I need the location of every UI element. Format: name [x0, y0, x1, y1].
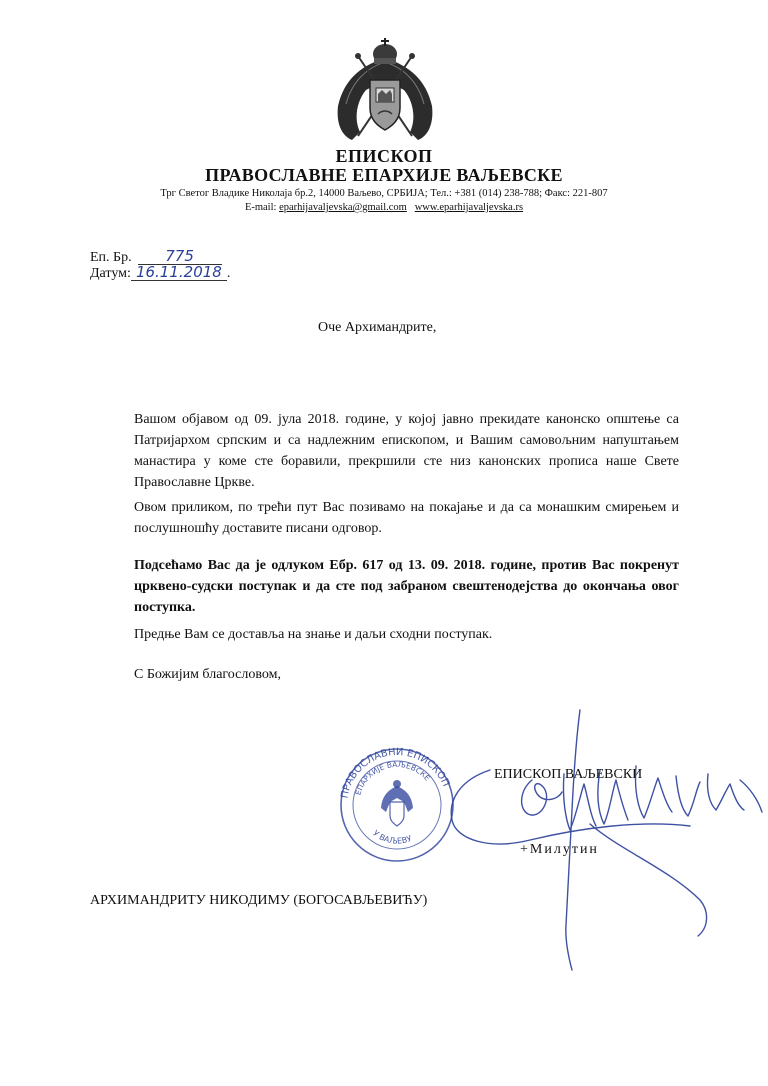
stamp-outer-text: ПРАВОСЛАВНИ ЕПИСКОП: [339, 746, 452, 800]
addressee: АРХИМАНДРИТУ НИКОДИМУ (БОГОСАВЉЕВИЋУ): [90, 893, 428, 908]
handwritten-signature-icon: [440, 700, 768, 980]
body-paragraph-1: [134, 409, 679, 493]
body-paragraph-2: [134, 497, 679, 539]
reference-date-value: 16.11.2018: [131, 265, 227, 281]
letterhead-contact: [0, 202, 768, 213]
body-paragraph-3: [134, 555, 679, 618]
letterhead-address: Трг Светог Владике Николаја бр.2, 14000 Ваљево, СРБИЈА; Тел.: +381 (014) 238-788; Факс: 221-807: [160, 188, 608, 199]
coat-of-arms-icon: [330, 36, 440, 148]
signature-name: +Милутин: [520, 842, 599, 857]
reference-date-line: [90, 265, 230, 282]
stamp-inner-text: ЕПАРХИЈЕ ВАЉЕВСКЕ: [353, 759, 432, 797]
letterhead-subtitle: ПРАВОСЛАВНЕ ЕПАРХИЈЕ ВАЉЕВСКЕ: [205, 165, 563, 185]
email-link[interactable]: eparhijavaljevska@gmail.com: [279, 202, 407, 213]
email-label: E-mail:: [244, 202, 277, 213]
stamp-bottom-text: У ВАЉЕВУ: [371, 828, 414, 846]
paragraph-2-text: Овом приликом, по трећи пут Вас позивамо на покајање и да са монашким смирењем и послушношћу доставите писани одговор.: [134, 500, 679, 536]
website-link[interactable]: www.eparhijavaljevska.rs: [414, 202, 524, 213]
reference-date-label: Датум:: [90, 266, 131, 281]
paragraph-1-text: Вашом објавом од 09. јула 2018. године, у којој јавно прекидате канонско општење са Патријархом српским и са надлежним епископом, и Вашим самовољним напуштањем манастира у коме сте боравили, прекршили сте низ канонских прописа наше Свете Православне Цркве.: [134, 412, 679, 490]
signature-title: ЕПИСКОП ВАЉЕВСКИ: [494, 767, 643, 782]
official-stamp-icon: [338, 746, 456, 864]
letterhead-title: ЕПИСКОП: [335, 146, 433, 166]
reference-date-suffix: .: [226, 266, 231, 281]
closing-text: С Божијим благословом,: [134, 667, 281, 682]
reference-number-value: 775: [138, 249, 222, 265]
greeting: Оче Архимандрите,: [318, 320, 437, 335]
body-paragraph-4: [134, 624, 679, 645]
closing-line: [134, 664, 679, 685]
reference-number-label: Еп. Бр.: [90, 250, 132, 265]
paragraph-3-text: Подсећамо Вас да је одлуком Ебр. 617 од 13. 09. 2018. године, против Вас покренут црквено-судски поступак и да сте под забраном свештенодејства до окончања овог поступка.: [134, 558, 679, 615]
paragraph-4-text: Предње Вам се доставља на знање и даљи сходни поступак.: [134, 627, 493, 642]
svg-text:У ВАЉЕВУ: [371, 829, 413, 846]
